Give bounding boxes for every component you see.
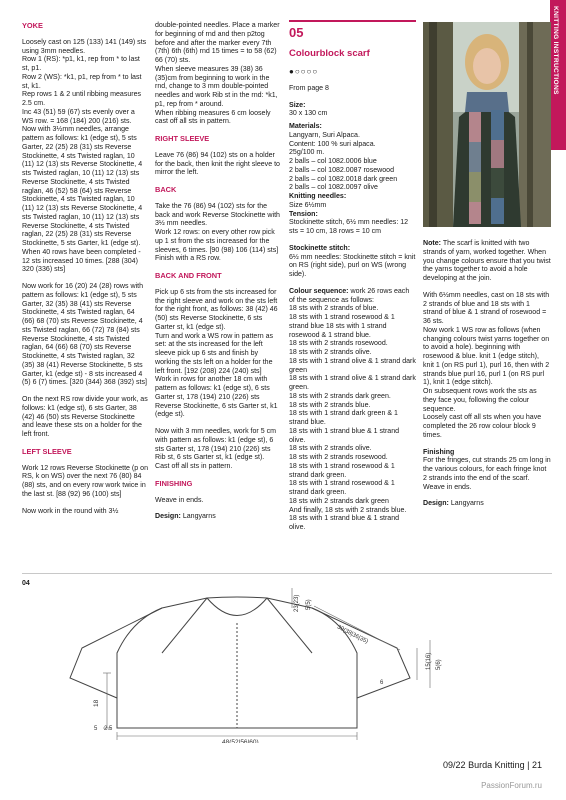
pattern-title: Colourblock scarf <box>289 48 370 59</box>
from-page: From page 8 <box>289 84 329 92</box>
difficulty-rating: ●○○○○ <box>289 67 319 76</box>
right-sleeve-text: Leave 76 (86) 94 (102) sts on a holder for the back, then knit the right sleeve to mirror the left. <box>155 151 280 177</box>
issue-label: 09/22 <box>443 760 466 770</box>
left-sleeve-text: Work 12 rows Reverse Stockinette (p on RS, k on WS) over the next 76 (80) 84 (88) sts, and on every row work twice in the last st. [88 (92) 96 (100) sts] <box>22 464 148 498</box>
materials-label: Materials: <box>289 123 322 130</box>
dim-neck-b: 5(5) <box>306 599 312 610</box>
column-1 <box>22 22 148 524</box>
dim-sleeve-cuff: 6 <box>380 680 384 686</box>
back-text: Take the 76 (86) 94 (102) sts for the back and work Reverse Stockinette with 3½ mm needles. Work 12 rows: on every other row pick up 1 st from the sts increased for the sleeves, 6 times. [90 (98) 106 (114) sts] Finish with a RS row. <box>155 202 280 263</box>
dim-sleeve: 39(38|36|35) <box>335 624 369 646</box>
section-tab <box>550 0 566 150</box>
scarf-finishing-text: For the fringes, cut strands 25 cm long in the various colours, for each fringe knot 2 strands into the end of the scarf. Weave in ends. <box>423 457 551 491</box>
tension-text: Stockinette stitch, 6½ mm needles: 12 sts = 10 cm, 18 rows = 10 cm <box>289 219 409 235</box>
note-label: Note: <box>423 240 442 247</box>
page-footer <box>443 760 542 770</box>
figure-divider <box>22 573 552 574</box>
sleeve-continued-text: double-pointed needles. Place a marker for beginning of rnd and then p2tog before and after the marker every 7th (7th) 6th (6th) rnd 15 times = to 58 (62) 66 (70) sts. When sleeve measures 39 (38) 36 (35)cm from beginning to work in the rnd, change to 3 mm double-pointed needles and work Rib st in the rnd: *k1, p1, rep from * around. When ribbing measures 6 cm loosely cast off all sts in pattern. <box>155 22 280 126</box>
back-heading: BACK <box>155 185 177 194</box>
back-front-heading: BACK AND FRONT <box>155 271 222 280</box>
magazine-name: Burda Knitting <box>468 760 525 770</box>
finishing-heading: FINISHING <box>155 478 193 488</box>
dim-left-a: 5 <box>94 726 98 732</box>
yoke-heading: YOKE <box>22 21 43 30</box>
stockinette-text: 6½ mm needles: Stockinette stitch = knit on RS (right side), purl on WS (wrong side). <box>289 253 416 278</box>
yoke-text-2: Now work for 16 (20) 24 (28) rows with pattern as follows: k1 (edge st), 5 sts Garter, 32 (35) 38 (41) sts Reverse Stockinette, 4 sts Twisted raglan, 64 (66) 68 (70) sts Reverse Stockinette, 4 sts Twisted raglan, 66 (72) 78 (84) sts Reverse Stockinette, 4 sts Twisted raglan, 64 (66) 68 (70) sts Reverse Stockinette, 4 sts Twisted raglan, 32 (35) 38 (41) Reverse Stockinette, 5 sts Garter, k1 (edge st) - 8 sts increased 4 (5) 6 (7) times. [320 (344) 368 (392) sts] <box>22 283 147 387</box>
dim-left-b: 2.5 <box>104 726 113 732</box>
finishing-text: Weave in ends. <box>155 496 204 504</box>
size-value: 30 x 130 cm <box>289 110 328 118</box>
pattern-number: 05 <box>289 25 304 40</box>
dim-height: 18 <box>93 699 100 707</box>
dim-right-a: 15(16) <box>426 652 432 670</box>
design-value: Langyarns <box>182 513 216 521</box>
back-front-text-2: Now with 3 mm needles, work for 5 cm with pattern as follows: k1 (edge st), 6 sts Garter st, 178 (194) 210 (226) sts Rib st, 6 sts Garter st, k1 (edge st). Cast off all sts in pattern. <box>155 428 277 470</box>
colour-sequence-label: Colour sequence: <box>289 287 349 295</box>
dim-width: 48(52|56|60) <box>222 739 259 743</box>
left-sleeve-heading: LEFT SLEEVE <box>22 446 72 456</box>
section-tab-label: KNITTING INSTRUCTIONS <box>552 6 559 95</box>
design-credit <box>155 513 281 522</box>
scarf-instructions: With 6½mm needles, cast on 18 sts with 2 strands of blue and 18 sts with 1 strand of blue & 1 strand of rosewood = 36 sts. Now work 1 WS row as follows (when changing colours twist yarns together on to avoid a hole). beginning with rosewood & blue. knit 1 (edge stitch), knit 1 (on RS purl 1), purl 16, then with 2 strands blue purl 16, purl 1 (on RS purl 1), knit 1 (edge stitch). On subsequent rows work the sts as they face you, following the colour sequence. Loosely cast off all sts when you have completed the 26 row colour block 9 times. <box>423 291 550 439</box>
page-number: 21 <box>531 760 542 770</box>
left-sleeve-text-2: Now work in the round with 3½ <box>22 507 119 515</box>
dim-right-b: 5(6) <box>436 659 442 670</box>
dim-neck: 23(23) <box>294 594 300 612</box>
scarf-design-label: Design: <box>423 500 449 508</box>
footer-separator: | <box>527 760 532 770</box>
design-label: Design: <box>155 513 181 521</box>
materials-text: Langyarn, Suri Alpaca. Content: 100 % suri alpaca. 25g/100 m. 2 balls – col 1082.0006 blue 2 balls – col 1082.0087 rosewood 2 balls – col 1082.0018 dark green 2 balls – col 1082.0097 olive <box>289 131 398 192</box>
stockinette-label: Stockinette stitch: <box>289 244 351 252</box>
scarf-photo <box>423 22 551 227</box>
scarf-design-credit <box>423 500 551 509</box>
column-4 <box>423 240 551 517</box>
yoke-text-3: On the next RS row divide your work, as follows: k1 (edge st), 6 sts Garter, 38 (42) 46 (50) sts Reverse Stockinette and leave these sts on a holder for the left front. <box>22 396 148 438</box>
tension-label: Tension: <box>289 210 318 218</box>
figure-label: 04 <box>22 580 30 587</box>
pattern-header-rule <box>289 20 416 22</box>
scarf-finishing-heading: Finishing <box>423 448 455 456</box>
cardigan-schematic <box>22 578 552 743</box>
column-2 <box>155 22 281 530</box>
size-label: Size: <box>289 101 306 109</box>
watermark: PassionForum.ru <box>481 781 542 790</box>
scarf-design-value: Langyarns <box>450 500 484 508</box>
needles-label: Knitting needles: <box>289 193 347 200</box>
column-3 <box>289 26 416 541</box>
yoke-text: Loosely cast on 125 (133) 141 (149) sts using 3mm needles. Row 1 (RS): *p1, k1, rep from * to last st, p1. Row 2 (WS): *k1, p1, rep from * to last st, k1. Rep rows 1 & 2 until ribbing measures 2.5 cm. Inc 43 (51) 59 (67) sts evenly over a WS row. = 168 (184) 200 (216) sts. Now with 3½mm needles, arrange pattern as follows: k1 (edge st), 5 sts Garter, 22 (25) 28 (31) sts Reverse Stockinette, 4 sts Twisted raglan, 10 (11) 12 (13) sts Reverse Stockinette, 4 sts Twisted raglan, 10 (11) 12 (13) sts Reverse Stockinette, 4 sts Twisted raglan, 46 (52) 58 (64) sts Reverse Stockinette, 4 sts Twisted raglan, 10 (11) 12 (13) sts Reverse Stockinette, 4 sts Twisted raglan, 10 (11) 12 (13) sts Reverse Stockinette, 4 sts Twisted raglan, 22 (25) 28 (31) sts Reverse Stockinette, 5 sts Garter, k1 (edge st). When 40 rows have been completed - 12 sts increased 10 times. [288 (304) 320 (336) sts] <box>22 38 147 274</box>
needles-value: Size 6½mm <box>289 201 327 209</box>
right-sleeve-heading: RIGHT SLEEVE <box>155 134 210 143</box>
note-text: The scarf is knitted with two strands of yarn, worked together. When you change colours ensure that you twist the yarns together to avoid a hole developing at the join. <box>423 240 551 282</box>
back-front-text: Pick up 6 sts from the sts increased for the right sleeve and work on the sts left for the right front, as follows: 38 (42) 46 (50) sts Reverse Stockinette, 6 sts Garter st, k1 (edge st). Turn and work a WS row in pattern as set: at the sts increased for the left sleeve pick up 6 sts and finish by working the sts left on a holder for the left front. [192 (208) 224 (240) sts] Work in rows for another 18 cm with pattern as follows: k1 (edge st), 6 sts Garter st, 178 (194) 210 (226) sts Reverse Stockinette, 6 sts Garter st, k1 (edge st). <box>155 288 278 419</box>
colour-sequence-text: work 26 rows each of the sequence as follows: 18 sts with 2 strands of blue. 18 sts with 1 strand rosewood & 1 strand blue 18 sts with 1 strand rosewood & 1 strand blue. 18 sts with 2 strands rosewood. 18 sts with 2 strands olive. 18 sts with 1 strand olive & 1 strand dark green 18 sts with 1 strand olive & 1 strand dark green. 18 sts with 2 strands dark green. 18 sts with 2 strands blue. 18 sts with 1 strand dark green & 1 strand blue. 18 sts with 1 strand blue & 1 strand olive. 18 sts with 2 strands olive. 18 sts with 2 strands rosewood. 18 sts with 1 strand rosewood & 1 strand dark green. 18 sts with 1 strand rosewood & 1 strand dark green. 18 sts with 2 strands dark green And finally, 18 sts with 2 strands blue. 18 sts with 1 strand blue & 1 strand olive. <box>289 287 416 531</box>
